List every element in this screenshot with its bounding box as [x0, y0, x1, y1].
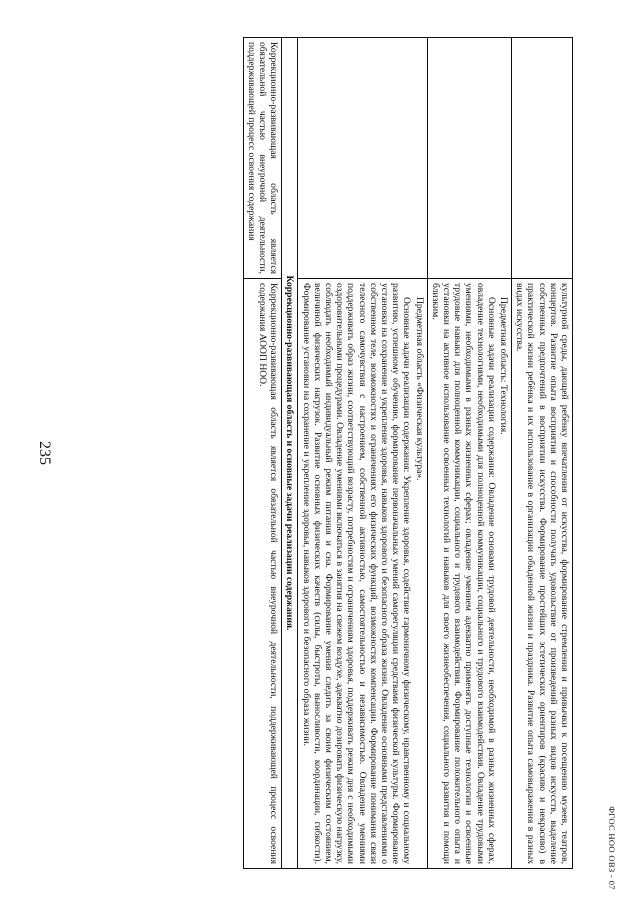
art-continuation-text: культурной среды, дающей ребёнку впечатления от искусства, формирование стремления и привычки к посещению музеев, театров, концертов. Развитие опыта восприятия и способности получать удовольствие от произведений разных видов искусств, выделение собственных предпочтений в восприятии искусства. Формирование простейших эстетических ориентиров (красиво и некрасиво) в практической жизни ребёнка и их использование в организации обыденной жизни и праздника. Развитие опыта самовыражения в разных видах искусства. — [514, 283, 570, 864]
art-continuation-cell — [511, 279, 572, 869]
table-row — [427, 38, 511, 869]
empty-left-cell — [511, 38, 572, 279]
table-row — [511, 38, 572, 869]
empty-left-cell — [427, 38, 511, 279]
section-title: Коррекционно-развивающая область и основные задачи реализации содержания. — [282, 38, 298, 869]
table-row — [298, 38, 427, 869]
table-row — [282, 38, 298, 869]
content-table — [243, 37, 573, 869]
technology-text: Основные задачи реализации содержания: Овладение основами трудовой деятельности, необходимой в разных жизненных сферах, овладение технологиями, необходимыми для полноценной коммуникации, социального и трудового взаимодействия. Овладение трудовыми умениями, необходимыми в разных жизненных сферах; овладение умением адекватно применять доступные технологии и освоенные трудовые навыки для полноценной коммуникации, социального и трудового взаимодействия. Формирование положительного опыта и установки на активное использование освоенных технологий и навыков для своего жизнеобеспечения, социального развития и помощи близким. — [429, 283, 497, 864]
bottom-left-cell: Коррекционно-развивающая область является обязательной частью внеурочной деятельности, поддерживающей процесс освоения содержания — [243, 38, 282, 279]
footer-code: ФГОС НОО ОВЗ - 07 — [607, 806, 617, 890]
table-row — [243, 38, 282, 869]
technology-cell — [427, 279, 511, 869]
rotated-table-block — [93, 37, 573, 869]
empty-left-cell — [298, 38, 427, 279]
physical-culture-text: Основные задачи реализации содержания: Укрепление здоровья, содействие гармоничному физическому, нравственному и социальному развитию, успешному обучению, формирование первоначальных умений саморегуляции средствами физической культуры. Формирование установки на сохранение и укрепление здоровья, навыков здорового и безопасного образа жизни. Овладение основными представлениями о собственном теле, возможностях и ограничениях его физических функций, возможностях компенсации. Формирование понимания связи телесного самочувствия с настроением, собственной активностью, самостоятельностью и независимостью. Овладение умениями поддерживать образ жизни, соответствующий возрасту, потребностям и ограничениям здоровья, поддерживать режим дня с необходимыми оздоровительными процедурами. Овладение умениями включаться в занятия на свежем воздухе, адекватно дозировать физическую нагрузку, соблюдать необходимый индивидуальный режим питания и сна. Формирование умения следить за своим физическим состоянием, величиной физических нагрузок. Развитие основных физических качеств (силы, быстроты, выносливости, координации, гибкости). Формирование установки на сохранение и укрепление здоровья, навыков здорового и безопасного образа жизни. — [300, 283, 413, 864]
page-number: 235 — [36, 441, 53, 465]
physical-culture-cell — [298, 279, 427, 869]
bottom-right-cell: Коррекционно-развивающая область является обязательной частью внеурочной деятельности, поддерживающей процесс освоения содержания АООП НОО. — [243, 279, 282, 869]
physical-culture-heading: Предметная область «Физическая культура». — [413, 297, 425, 481]
technology-heading: Предметная область: Технология. — [497, 297, 509, 435]
